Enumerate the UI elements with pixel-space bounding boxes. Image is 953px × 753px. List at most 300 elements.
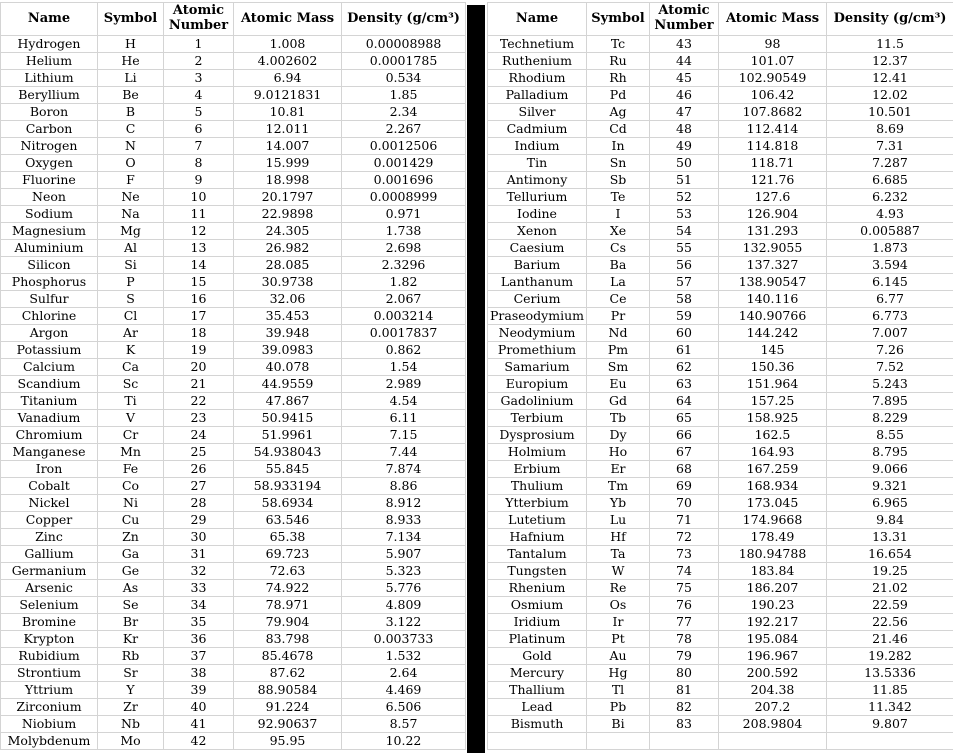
cell-density[interactable]: 6.11 [342, 410, 466, 427]
cell-name[interactable]: Hydrogen [1, 36, 98, 53]
cell-atomic-mass[interactable]: 208.9804 [719, 716, 827, 733]
cell-density[interactable]: 2.64 [342, 665, 466, 682]
cell-density[interactable]: 11.85 [827, 682, 953, 699]
cell-name[interactable]: Sulfur [1, 291, 98, 308]
cell-name[interactable]: Beryllium [1, 87, 98, 104]
cell-symbol[interactable]: Gd [587, 393, 650, 410]
cell-atomic-mass[interactable]: 118.71 [719, 155, 827, 172]
cell-atomic-mass[interactable] [719, 733, 827, 750]
cell-symbol[interactable]: Cr [98, 427, 164, 444]
cell-atomic-number[interactable]: 47 [650, 104, 719, 121]
cell-density[interactable]: 0.0012506 [342, 138, 466, 155]
cell-atomic-mass[interactable]: 12.011 [234, 121, 342, 138]
cell-name[interactable]: Rhodium [488, 70, 587, 87]
cell-atomic-number[interactable]: 40 [164, 699, 234, 716]
cell-name[interactable]: Xenon [488, 223, 587, 240]
cell-symbol[interactable]: Ho [587, 444, 650, 461]
cell-symbol[interactable]: I [587, 206, 650, 223]
cell-atomic-mass[interactable]: 83.798 [234, 631, 342, 648]
cell-atomic-number[interactable]: 68 [650, 461, 719, 478]
cell-name[interactable]: Technetium [488, 36, 587, 53]
cell-density[interactable]: 12.02 [827, 87, 953, 104]
cell-symbol[interactable]: Se [98, 597, 164, 614]
cell-density[interactable]: 4.54 [342, 393, 466, 410]
cell-name[interactable]: Bromine [1, 614, 98, 631]
cell-name[interactable]: Chromium [1, 427, 98, 444]
cell-density[interactable]: 7.52 [827, 359, 953, 376]
cell-name[interactable]: Phosphorus [1, 274, 98, 291]
cell-name[interactable]: Rhenium [488, 580, 587, 597]
cell-atomic-mass[interactable]: 15.999 [234, 155, 342, 172]
cell-name[interactable]: Argon [1, 325, 98, 342]
cell-name[interactable]: Osmium [488, 597, 587, 614]
cell-atomic-number[interactable]: 49 [650, 138, 719, 155]
cell-density[interactable]: 6.506 [342, 699, 466, 716]
cell-name[interactable]: Neon [1, 189, 98, 206]
cell-symbol[interactable]: Sn [587, 155, 650, 172]
cell-symbol[interactable]: Au [587, 648, 650, 665]
cell-symbol[interactable]: Tm [587, 478, 650, 495]
cell-density[interactable]: 2.067 [342, 291, 466, 308]
cell-atomic-number[interactable]: 12 [164, 223, 234, 240]
cell-symbol[interactable]: Dy [587, 427, 650, 444]
cell-name[interactable]: Thulium [488, 478, 587, 495]
cell-symbol[interactable]: Eu [587, 376, 650, 393]
cell-density[interactable]: 7.134 [342, 529, 466, 546]
cell-density[interactable]: 21.46 [827, 631, 953, 648]
cell-density[interactable]: 0.971 [342, 206, 466, 223]
cell-symbol[interactable]: Zr [98, 699, 164, 716]
cell-symbol[interactable]: Sm [587, 359, 650, 376]
cell-density[interactable]: 7.26 [827, 342, 953, 359]
cell-atomic-mass[interactable]: 132.9055 [719, 240, 827, 257]
cell-density[interactable]: 0.534 [342, 70, 466, 87]
cell-name[interactable]: Mercury [488, 665, 587, 682]
cell-symbol[interactable]: H [98, 36, 164, 53]
cell-atomic-number[interactable]: 45 [650, 70, 719, 87]
cell-atomic-mass[interactable]: 39.948 [234, 325, 342, 342]
cell-atomic-mass[interactable]: 35.453 [234, 308, 342, 325]
cell-symbol[interactable]: Nb [98, 716, 164, 733]
cell-symbol[interactable]: Ru [587, 53, 650, 70]
cell-density[interactable]: 22.59 [827, 597, 953, 614]
cell-density[interactable]: 13.31 [827, 529, 953, 546]
cell-symbol[interactable]: Re [587, 580, 650, 597]
cell-atomic-number[interactable]: 27 [164, 478, 234, 495]
cell-atomic-mass[interactable]: 180.94788 [719, 546, 827, 563]
cell-atomic-number[interactable]: 19 [164, 342, 234, 359]
cell-atomic-mass[interactable]: 106.42 [719, 87, 827, 104]
cell-symbol[interactable]: Cd [587, 121, 650, 138]
cell-density[interactable]: 5.323 [342, 563, 466, 580]
cell-symbol[interactable]: Kr [98, 631, 164, 648]
cell-atomic-number[interactable]: 34 [164, 597, 234, 614]
cell-name[interactable]: Arsenic [1, 580, 98, 597]
cell-density[interactable]: 4.469 [342, 682, 466, 699]
cell-symbol[interactable]: Zn [98, 529, 164, 546]
cell-atomic-number[interactable]: 28 [164, 495, 234, 512]
cell-density[interactable]: 0.862 [342, 342, 466, 359]
cell-density[interactable]: 10.501 [827, 104, 953, 121]
cell-density[interactable]: 6.145 [827, 274, 953, 291]
cell-atomic-mass[interactable]: 162.5 [719, 427, 827, 444]
cell-name[interactable]: Aluminium [1, 240, 98, 257]
cell-atomic-mass[interactable]: 204.38 [719, 682, 827, 699]
cell-symbol[interactable]: Ge [98, 563, 164, 580]
cell-atomic-mass[interactable]: 10.81 [234, 104, 342, 121]
cell-atomic-number[interactable]: 43 [650, 36, 719, 53]
cell-density[interactable]: 0.0008999 [342, 189, 466, 206]
cell-density[interactable]: 2.3296 [342, 257, 466, 274]
cell-atomic-mass[interactable]: 69.723 [234, 546, 342, 563]
cell-atomic-mass[interactable]: 158.925 [719, 410, 827, 427]
cell-atomic-mass[interactable]: 140.116 [719, 291, 827, 308]
cell-density[interactable]: 4.809 [342, 597, 466, 614]
cell-density[interactable]: 7.007 [827, 325, 953, 342]
cell-density[interactable]: 1.85 [342, 87, 466, 104]
cell-name[interactable]: Yttrium [1, 682, 98, 699]
cell-name[interactable]: Scandium [1, 376, 98, 393]
cell-density[interactable]: 7.44 [342, 444, 466, 461]
cell-name[interactable] [488, 733, 587, 750]
cell-name[interactable]: Samarium [488, 359, 587, 376]
cell-name[interactable]: Tantalum [488, 546, 587, 563]
cell-density[interactable]: 2.989 [342, 376, 466, 393]
cell-atomic-mass[interactable]: 54.938043 [234, 444, 342, 461]
cell-atomic-mass[interactable]: 151.964 [719, 376, 827, 393]
cell-density[interactable]: 11.5 [827, 36, 953, 53]
cell-density[interactable]: 0.0001785 [342, 53, 466, 70]
cell-symbol[interactable]: W [587, 563, 650, 580]
cell-name[interactable]: Antimony [488, 172, 587, 189]
cell-symbol[interactable]: He [98, 53, 164, 70]
cell-symbol[interactable]: Sc [98, 376, 164, 393]
cell-name[interactable]: Barium [488, 257, 587, 274]
cell-density[interactable]: 8.229 [827, 410, 953, 427]
cell-atomic-mass[interactable]: 9.0121831 [234, 87, 342, 104]
cell-atomic-mass[interactable]: 28.085 [234, 257, 342, 274]
cell-symbol[interactable]: Ir [587, 614, 650, 631]
cell-symbol[interactable]: Y [98, 682, 164, 699]
cell-symbol[interactable]: Ti [98, 393, 164, 410]
cell-atomic-number[interactable]: 53 [650, 206, 719, 223]
cell-atomic-mass[interactable]: 58.933194 [234, 478, 342, 495]
cell-density[interactable] [827, 733, 953, 750]
cell-name[interactable]: Niobium [1, 716, 98, 733]
cell-atomic-number[interactable]: 20 [164, 359, 234, 376]
cell-atomic-mass[interactable]: 196.967 [719, 648, 827, 665]
cell-symbol[interactable]: N [98, 138, 164, 155]
cell-symbol[interactable]: Ni [98, 495, 164, 512]
cell-symbol[interactable]: V [98, 410, 164, 427]
cell-density[interactable]: 0.005887 [827, 223, 953, 240]
cell-atomic-mass[interactable]: 126.904 [719, 206, 827, 223]
cell-atomic-number[interactable]: 82 [650, 699, 719, 716]
cell-name[interactable]: Praseodymium [488, 308, 587, 325]
cell-density[interactable]: 9.066 [827, 461, 953, 478]
cell-atomic-number[interactable]: 32 [164, 563, 234, 580]
cell-symbol[interactable]: Co [98, 478, 164, 495]
cell-name[interactable]: Erbium [488, 461, 587, 478]
column-header-atomic-mass[interactable]: Atomic Mass [234, 3, 342, 36]
column-header-density[interactable]: Density (g/cm³) [827, 3, 953, 36]
cell-atomic-number[interactable]: 55 [650, 240, 719, 257]
cell-name[interactable]: Nitrogen [1, 138, 98, 155]
cell-atomic-number[interactable]: 38 [164, 665, 234, 682]
cell-symbol[interactable]: Sr [98, 665, 164, 682]
cell-symbol[interactable]: Ne [98, 189, 164, 206]
cell-atomic-mass[interactable]: 32.06 [234, 291, 342, 308]
cell-name[interactable]: Tin [488, 155, 587, 172]
cell-symbol[interactable]: Sb [587, 172, 650, 189]
cell-density[interactable]: 2.267 [342, 121, 466, 138]
cell-atomic-mass[interactable]: 138.90547 [719, 274, 827, 291]
cell-atomic-mass[interactable]: 85.4678 [234, 648, 342, 665]
cell-atomic-number[interactable]: 77 [650, 614, 719, 631]
cell-atomic-mass[interactable]: 107.8682 [719, 104, 827, 121]
cell-symbol[interactable]: Si [98, 257, 164, 274]
cell-atomic-number[interactable]: 61 [650, 342, 719, 359]
cell-atomic-number[interactable]: 69 [650, 478, 719, 495]
cell-density[interactable]: 9.321 [827, 478, 953, 495]
cell-density[interactable]: 0.001429 [342, 155, 466, 172]
cell-name[interactable]: Dysprosium [488, 427, 587, 444]
cell-density[interactable]: 2.698 [342, 240, 466, 257]
cell-atomic-mass[interactable]: 178.49 [719, 529, 827, 546]
cell-atomic-mass[interactable]: 20.1797 [234, 189, 342, 206]
cell-density[interactable]: 1.82 [342, 274, 466, 291]
cell-atomic-mass[interactable]: 112.414 [719, 121, 827, 138]
cell-name[interactable]: Hafnium [488, 529, 587, 546]
cell-name[interactable]: Indium [488, 138, 587, 155]
cell-atomic-mass[interactable]: 95.95 [234, 733, 342, 750]
cell-symbol[interactable]: Nd [587, 325, 650, 342]
cell-symbol[interactable]: Rh [587, 70, 650, 87]
cell-symbol[interactable]: Pt [587, 631, 650, 648]
cell-symbol[interactable]: Hf [587, 529, 650, 546]
cell-density[interactable]: 3.122 [342, 614, 466, 631]
cell-atomic-number[interactable]: 36 [164, 631, 234, 648]
cell-name[interactable]: Thallium [488, 682, 587, 699]
cell-density[interactable]: 0.003733 [342, 631, 466, 648]
cell-atomic-mass[interactable]: 88.90584 [234, 682, 342, 699]
cell-atomic-number[interactable]: 37 [164, 648, 234, 665]
cell-atomic-mass[interactable]: 98 [719, 36, 827, 53]
cell-symbol[interactable]: Hg [587, 665, 650, 682]
cell-atomic-mass[interactable]: 92.90637 [234, 716, 342, 733]
cell-symbol[interactable]: Ce [587, 291, 650, 308]
cell-atomic-number[interactable]: 21 [164, 376, 234, 393]
cell-atomic-mass[interactable]: 79.904 [234, 614, 342, 631]
cell-symbol[interactable]: Ta [587, 546, 650, 563]
cell-symbol[interactable]: Er [587, 461, 650, 478]
cell-atomic-mass[interactable]: 47.867 [234, 393, 342, 410]
cell-atomic-number[interactable]: 9 [164, 172, 234, 189]
cell-symbol[interactable]: In [587, 138, 650, 155]
cell-density[interactable]: 2.34 [342, 104, 466, 121]
cell-name[interactable]: Molybdenum [1, 733, 98, 750]
cell-name[interactable]: Gallium [1, 546, 98, 563]
cell-atomic-mass[interactable]: 131.293 [719, 223, 827, 240]
cell-atomic-number[interactable]: 14 [164, 257, 234, 274]
cell-name[interactable]: Cadmium [488, 121, 587, 138]
cell-density[interactable]: 7.874 [342, 461, 466, 478]
cell-atomic-mass[interactable]: 58.6934 [234, 495, 342, 512]
cell-name[interactable]: Nickel [1, 495, 98, 512]
cell-symbol[interactable]: Pm [587, 342, 650, 359]
cell-density[interactable]: 5.243 [827, 376, 953, 393]
cell-density[interactable]: 0.001696 [342, 172, 466, 189]
cell-symbol[interactable]: Tb [587, 410, 650, 427]
cell-atomic-mass[interactable]: 144.242 [719, 325, 827, 342]
column-header-name[interactable]: Name [488, 3, 587, 36]
cell-atomic-number[interactable]: 58 [650, 291, 719, 308]
cell-atomic-mass[interactable]: 24.305 [234, 223, 342, 240]
cell-atomic-number[interactable]: 3 [164, 70, 234, 87]
cell-atomic-number[interactable]: 75 [650, 580, 719, 597]
cell-symbol[interactable]: Os [587, 597, 650, 614]
cell-atomic-number[interactable]: 78 [650, 631, 719, 648]
cell-name[interactable]: Krypton [1, 631, 98, 648]
cell-atomic-mass[interactable]: 51.9961 [234, 427, 342, 444]
cell-density[interactable]: 9.807 [827, 716, 953, 733]
cell-symbol[interactable]: Bi [587, 716, 650, 733]
cell-atomic-mass[interactable]: 18.998 [234, 172, 342, 189]
cell-density[interactable]: 8.86 [342, 478, 466, 495]
cell-symbol[interactable]: P [98, 274, 164, 291]
cell-name[interactable]: Magnesium [1, 223, 98, 240]
cell-name[interactable]: Oxygen [1, 155, 98, 172]
cell-atomic-mass[interactable]: 50.9415 [234, 410, 342, 427]
cell-symbol[interactable]: La [587, 274, 650, 291]
cell-name[interactable]: Cerium [488, 291, 587, 308]
cell-density[interactable]: 6.232 [827, 189, 953, 206]
cell-atomic-number[interactable]: 44 [650, 53, 719, 70]
cell-density[interactable]: 21.02 [827, 580, 953, 597]
cell-density[interactable]: 9.84 [827, 512, 953, 529]
cell-name[interactable]: Selenium [1, 597, 98, 614]
cell-name[interactable]: Boron [1, 104, 98, 121]
cell-symbol[interactable]: C [98, 121, 164, 138]
cell-atomic-number[interactable]: 24 [164, 427, 234, 444]
cell-atomic-mass[interactable]: 145 [719, 342, 827, 359]
cell-density[interactable]: 22.56 [827, 614, 953, 631]
cell-atomic-number[interactable]: 35 [164, 614, 234, 631]
cell-name[interactable]: Rubidium [1, 648, 98, 665]
cell-density[interactable]: 12.37 [827, 53, 953, 70]
cell-atomic-number[interactable]: 7 [164, 138, 234, 155]
cell-atomic-number[interactable]: 46 [650, 87, 719, 104]
cell-name[interactable]: Caesium [488, 240, 587, 257]
cell-density[interactable]: 6.685 [827, 172, 953, 189]
cell-symbol[interactable]: Ga [98, 546, 164, 563]
cell-symbol[interactable] [587, 733, 650, 750]
cell-atomic-mass[interactable]: 114.818 [719, 138, 827, 155]
cell-atomic-number[interactable]: 71 [650, 512, 719, 529]
cell-name[interactable]: Tungsten [488, 563, 587, 580]
cell-atomic-mass[interactable]: 14.007 [234, 138, 342, 155]
cell-density[interactable]: 13.5336 [827, 665, 953, 682]
cell-atomic-mass[interactable]: 65.38 [234, 529, 342, 546]
cell-symbol[interactable]: F [98, 172, 164, 189]
cell-symbol[interactable]: S [98, 291, 164, 308]
cell-atomic-number[interactable]: 29 [164, 512, 234, 529]
cell-symbol[interactable]: Mo [98, 733, 164, 750]
cell-symbol[interactable]: Pd [587, 87, 650, 104]
cell-atomic-mass[interactable]: 183.84 [719, 563, 827, 580]
column-header-symbol[interactable]: Symbol [98, 3, 164, 36]
cell-atomic-number[interactable]: 74 [650, 563, 719, 580]
cell-atomic-number[interactable]: 26 [164, 461, 234, 478]
cell-atomic-mass[interactable]: 192.217 [719, 614, 827, 631]
cell-symbol[interactable]: Li [98, 70, 164, 87]
column-header-atomic-number[interactable]: Atomic Number [164, 3, 234, 36]
cell-atomic-mass[interactable]: 186.207 [719, 580, 827, 597]
cell-density[interactable]: 1.54 [342, 359, 466, 376]
cell-name[interactable]: Strontium [1, 665, 98, 682]
cell-name[interactable]: Ruthenium [488, 53, 587, 70]
cell-atomic-number[interactable]: 31 [164, 546, 234, 563]
cell-symbol[interactable]: Ca [98, 359, 164, 376]
cell-atomic-number[interactable]: 50 [650, 155, 719, 172]
cell-symbol[interactable]: Cu [98, 512, 164, 529]
cell-name[interactable]: Lithium [1, 70, 98, 87]
cell-atomic-mass[interactable]: 26.982 [234, 240, 342, 257]
cell-atomic-mass[interactable]: 174.9668 [719, 512, 827, 529]
cell-atomic-number[interactable]: 54 [650, 223, 719, 240]
cell-atomic-mass[interactable]: 157.25 [719, 393, 827, 410]
cell-name[interactable]: Zirconium [1, 699, 98, 716]
cell-name[interactable]: Lanthanum [488, 274, 587, 291]
cell-atomic-number[interactable]: 23 [164, 410, 234, 427]
cell-atomic-mass[interactable]: 195.084 [719, 631, 827, 648]
cell-atomic-mass[interactable]: 40.078 [234, 359, 342, 376]
cell-atomic-number[interactable]: 72 [650, 529, 719, 546]
cell-name[interactable]: Tellurium [488, 189, 587, 206]
cell-density[interactable]: 7.287 [827, 155, 953, 172]
cell-atomic-mass[interactable]: 164.93 [719, 444, 827, 461]
cell-atomic-number[interactable]: 83 [650, 716, 719, 733]
column-header-density[interactable]: Density (g/cm³) [342, 3, 466, 36]
cell-name[interactable]: Germanium [1, 563, 98, 580]
cell-atomic-number[interactable]: 5 [164, 104, 234, 121]
cell-atomic-mass[interactable]: 91.224 [234, 699, 342, 716]
cell-name[interactable]: Fluorine [1, 172, 98, 189]
cell-symbol[interactable]: Rb [98, 648, 164, 665]
cell-symbol[interactable]: K [98, 342, 164, 359]
cell-atomic-number[interactable]: 80 [650, 665, 719, 682]
cell-atomic-mass[interactable]: 72.63 [234, 563, 342, 580]
cell-density[interactable]: 6.77 [827, 291, 953, 308]
cell-density[interactable]: 8.912 [342, 495, 466, 512]
cell-name[interactable]: Lutetium [488, 512, 587, 529]
cell-name[interactable]: Europium [488, 376, 587, 393]
cell-atomic-number[interactable]: 76 [650, 597, 719, 614]
cell-symbol[interactable]: Pr [587, 308, 650, 325]
cell-atomic-mass[interactable]: 39.0983 [234, 342, 342, 359]
cell-symbol[interactable]: O [98, 155, 164, 172]
cell-atomic-mass[interactable]: 74.922 [234, 580, 342, 597]
cell-atomic-number[interactable]: 6 [164, 121, 234, 138]
cell-name[interactable]: Gold [488, 648, 587, 665]
cell-atomic-mass[interactable]: 44.9559 [234, 376, 342, 393]
cell-name[interactable]: Manganese [1, 444, 98, 461]
cell-name[interactable]: Silicon [1, 257, 98, 274]
cell-atomic-number[interactable]: 64 [650, 393, 719, 410]
cell-name[interactable]: Platinum [488, 631, 587, 648]
cell-density[interactable]: 8.795 [827, 444, 953, 461]
cell-name[interactable]: Ytterbium [488, 495, 587, 512]
